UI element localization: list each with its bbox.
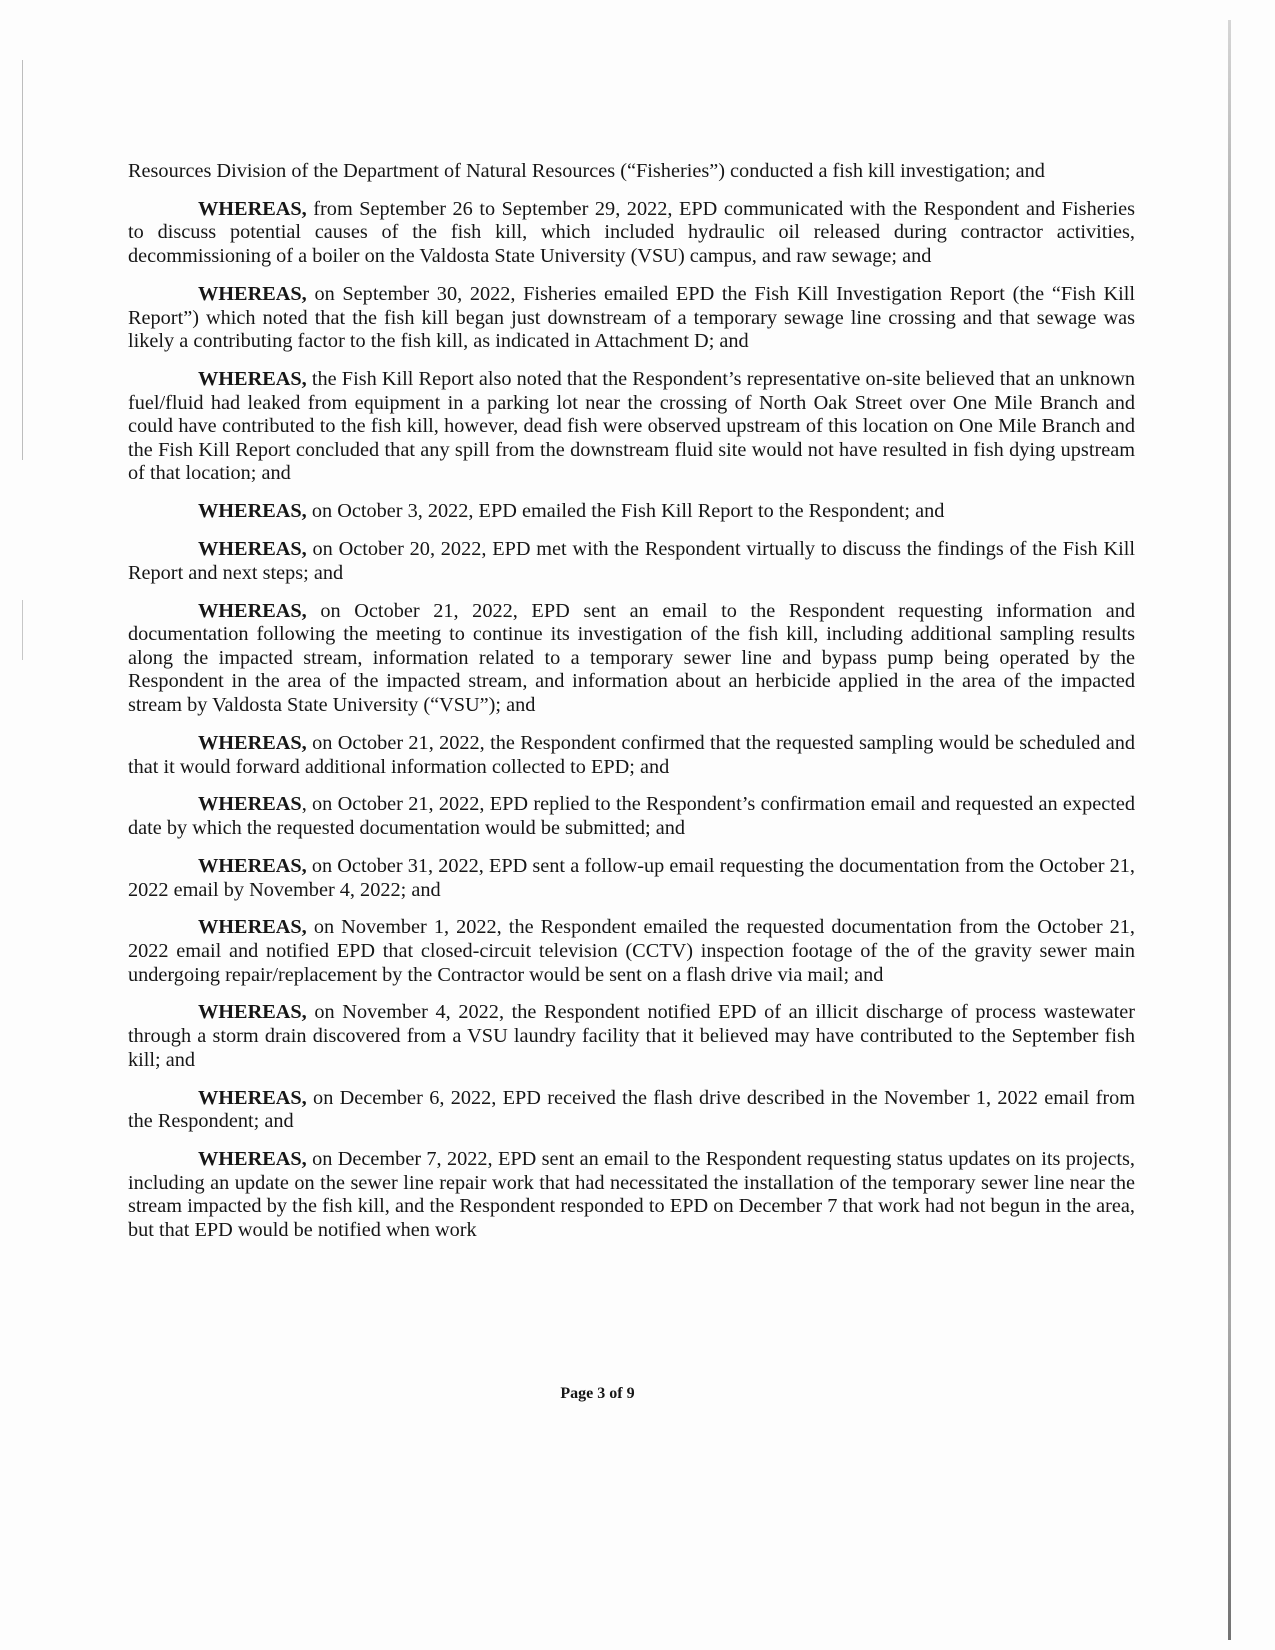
paragraph	[128, 732, 1135, 779]
document-body	[128, 160, 1135, 1257]
paragraph-text: on October 31, 2022, EPD sent a follow-up email requesting the documentation from the October 21, 2022 email by November 4, 2022; and	[128, 854, 1135, 901]
paragraph-text: Resources Division of the Department of Natural Resources (“Fisheries”) conducted a fish kill investigation; and	[128, 160, 1045, 182]
scan-edge-mark	[22, 600, 23, 660]
paragraph	[128, 916, 1135, 987]
paragraph-text: on November 4, 2022, the Respondent notified EPD of an illicit discharge of process wastewater through a storm drain discovered from a VSU laundry facility that it believed may have contributed to the September fish kill; and	[128, 1001, 1135, 1071]
paragraph-text: on September 30, 2022, Fisheries emailed EPD the Fish Kill Investigation Report (the “Fish Kill Report”) which noted that the fish kill began just downstream of a temporary sewage line crossing and that sewage was likely a contributing factor to the fish kill, as indicated in Attachment D; and	[128, 282, 1135, 353]
paragraph-lead: WHEREAS,	[198, 538, 307, 561]
paragraph-lead: WHEREAS,	[198, 854, 307, 877]
paragraph-text: on October 20, 2022, EPD met with the Respondent virtually to discuss the findings of the Fish Kill Report and next steps; and	[128, 538, 1135, 584]
paragraph-lead: WHEREAS,	[198, 282, 307, 305]
paragraph	[128, 1001, 1135, 1072]
paragraph	[128, 500, 1135, 524]
paragraph	[128, 855, 1135, 902]
page-total: 9	[626, 1385, 635, 1402]
paragraph-lead: WHEREAS,	[198, 500, 307, 523]
paragraph	[128, 600, 1135, 718]
paragraph	[128, 368, 1135, 486]
scan-edge-shadow	[1228, 20, 1231, 1640]
paragraph	[128, 283, 1135, 354]
paragraph-lead: WHEREAS,	[198, 1001, 307, 1024]
paragraph	[128, 1087, 1135, 1134]
paragraph-lead: WHEREAS,	[198, 1148, 307, 1171]
paragraph	[128, 538, 1135, 585]
page-number: 3	[597, 1385, 606, 1402]
paragraph-lead: WHEREAS,	[198, 599, 307, 622]
paragraph-text: on October 21, 2022, the Respondent confirmed that the requested sampling would be scheduled and that it would forward additional information collected to EPD; and	[128, 731, 1135, 778]
paragraph-text: on December 7, 2022, EPD sent an email to the Respondent requesting status updates on its projects, including an update on the sewer line repair work that had necessitated the installation of the temporary sewer line near the stream impacted by the fish kill, and the Respondent responded to EPD on December 7 that work had not begun in the area, but that EPD would be notified when work	[128, 1148, 1135, 1241]
page-label: Page	[560, 1385, 598, 1402]
paragraph-lead: WHEREAS,	[198, 916, 307, 939]
paragraph	[128, 198, 1135, 269]
paragraph	[128, 793, 1135, 840]
paragraph-text: from September 26 to September 29, 2022, EPD communicated with the Respondent and Fisheries to discuss potential causes of the fish kill, which included hydraulic oil released during contractor activities, decommissioning of a boiler on the Valdosta State University (VSU) campus, and raw sewage; and	[128, 197, 1135, 268]
paragraph-text: on October 21, 2022, EPD sent an email to the Respondent requesting information and documentation following the meeting to continue its investigation of the fish kill, including additional sampling results along the impacted stream, information related to a temporary sewer line and bypass pump being operated by the Respondent in the area of the impacted stream, and information about an herbicide applied in the area of the impacted stream by Valdosta State University (“VSU”); and	[128, 599, 1135, 717]
paragraph-text: on October 3, 2022, EPD emailed the Fish Kill Report to the Respondent; and	[306, 500, 945, 523]
paragraph-text: the Fish Kill Report also noted that the Respondent’s representative on-site believed that an unknown fuel/fluid had leaked from equipment in a parking lot near the crossing of North Oak Street over One Mile Branch and could have contributed to the fish kill, however, dead fish were observed upstream of this location on One Mile Branch and the Fish Kill Report concluded that any spill from the downstream fluid site would not have resulted in fish dying upstream of that location; and	[128, 368, 1135, 485]
paragraph	[128, 160, 1135, 184]
paragraph-lead: WHEREAS,	[198, 1086, 307, 1109]
paragraph-lead: WHEREAS,	[198, 197, 307, 220]
page-of-label: of	[605, 1385, 627, 1402]
paragraph-text: , on October 21, 2022, EPD replied to the Respondent’s confirmation email and requested an expected date by which the requested documentation would be submitted; and	[128, 793, 1135, 840]
paragraph	[128, 1148, 1135, 1242]
paragraph-lead: WHEREAS,	[198, 731, 307, 754]
page-footer	[0, 1385, 1195, 1403]
paragraph-text: on December 6, 2022, EPD received the flash drive described in the November 1, 2022 email from the Respondent; and	[128, 1086, 1135, 1133]
scan-edge-mark	[22, 60, 23, 460]
paragraph-lead: WHEREAS	[198, 793, 302, 816]
paragraph-text: on November 1, 2022, the Respondent emailed the requested documentation from the October 21, 2022 email and notified EPD that closed-circuit television (CCTV) inspection footage of the of the gravity sewer main undergoing repair/replacement by the Contractor would be sent on a flash drive via mail; and	[128, 916, 1135, 986]
paragraph-lead: WHEREAS,	[198, 368, 307, 391]
